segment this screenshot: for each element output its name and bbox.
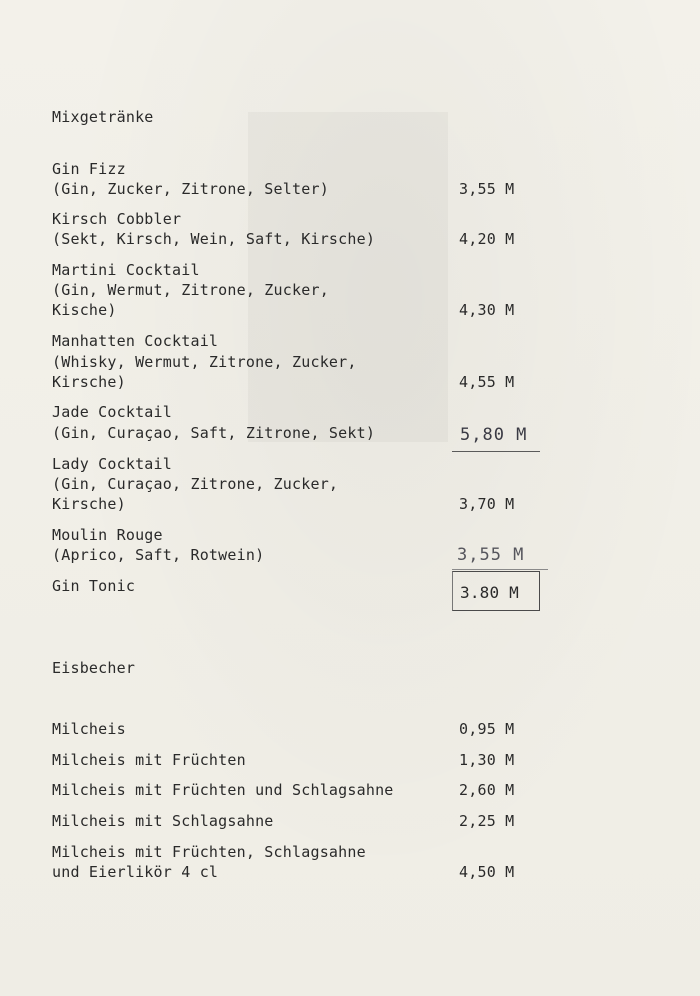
item-price: 3.80 M — [460, 583, 519, 602]
item-name: Moulin Rouge — [52, 526, 163, 544]
item-name: Martini Cocktail — [52, 261, 200, 279]
price-underline — [452, 451, 540, 452]
item-name: Milcheis — [52, 720, 126, 738]
section-heading-mixgetraenke: Mixgetränke — [52, 108, 154, 126]
item-name: Gin Tonic — [52, 577, 136, 595]
item-price: 2,25 M — [459, 812, 515, 830]
item-ingredients-cont: Kirsche) — [52, 373, 126, 391]
item-price: 0,95 M — [459, 720, 515, 738]
item-name: Lady Cocktail — [52, 455, 172, 473]
item-name-cont: und Eierlikör 4 cl — [52, 863, 219, 881]
item-name: Milcheis mit Früchten — [52, 751, 246, 769]
item-price: 4,30 M — [459, 301, 515, 319]
item-name: Jade Cocktail — [52, 403, 172, 421]
item-price: 4,55 M — [459, 373, 515, 391]
item-price: 3,55 M — [459, 180, 515, 198]
item-price: 1,30 M — [459, 751, 515, 769]
paper-shadow — [248, 112, 448, 442]
item-price: 4,50 M — [459, 863, 515, 881]
item-ingredients: (Gin, Curaçao, Zitrone, Zucker, — [52, 475, 339, 493]
item-price: 2,60 M — [459, 781, 515, 799]
item-price-handwritten: 5,80 M — [460, 425, 528, 445]
item-ingredients: (Gin, Curaçao, Saft, Zitrone, Sekt) — [52, 424, 376, 442]
item-price: 3,70 M — [459, 495, 515, 513]
item-ingredients: (Aprico, Saft, Rotwein) — [52, 546, 265, 564]
item-name: Kirsch Cobbler — [52, 210, 182, 228]
item-ingredients: (Gin, Zucker, Zitrone, Selter) — [52, 180, 329, 198]
item-name: Milcheis mit Früchten, Schlagsahne — [52, 843, 366, 861]
item-ingredients: (Sekt, Kirsch, Wein, Saft, Kirsche) — [52, 230, 376, 248]
section-heading-eisbecher: Eisbecher — [52, 659, 136, 677]
item-name: Milcheis mit Schlagsahne — [52, 812, 274, 830]
item-ingredients-cont: Kische) — [52, 301, 117, 319]
item-name: Milcheis mit Früchten und Schlagsahne — [52, 781, 394, 799]
item-ingredients-cont: Kirsche) — [52, 495, 126, 513]
item-ingredients: (Whisky, Wermut, Zitrone, Zucker, — [52, 353, 357, 371]
price-underline — [452, 569, 548, 570]
item-name: Gin Fizz — [52, 160, 126, 178]
item-price-handwritten: 3,55 M — [457, 545, 525, 565]
item-price: 4,20 M — [459, 230, 515, 248]
item-ingredients: (Gin, Wermut, Zitrone, Zucker, — [52, 281, 329, 299]
item-name: Manhatten Cocktail — [52, 332, 219, 350]
